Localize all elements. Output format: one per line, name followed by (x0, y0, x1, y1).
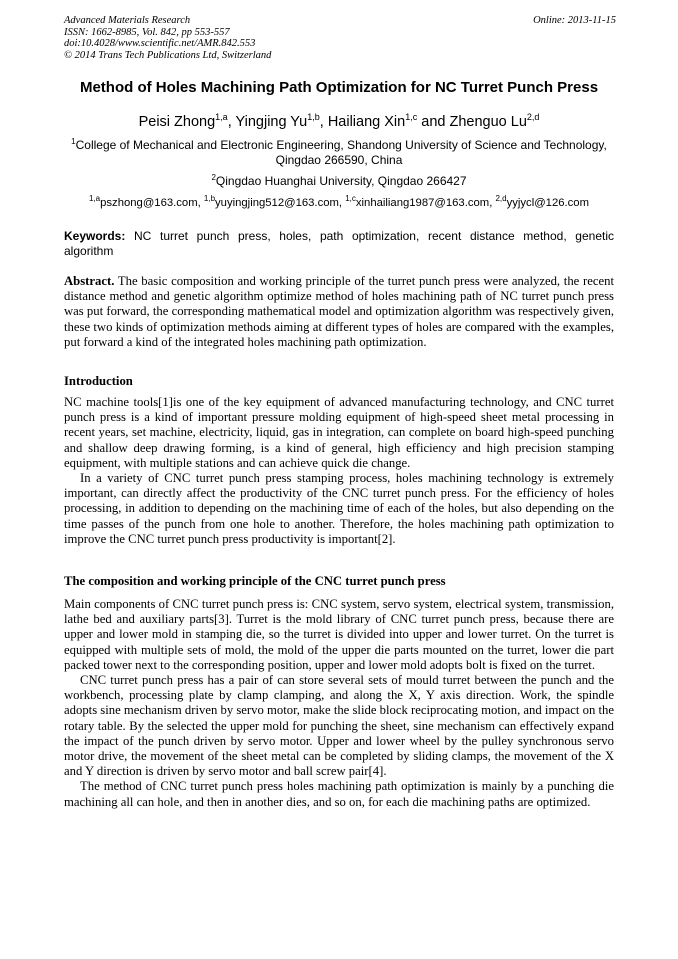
abstract (64, 274, 614, 350)
paragraph: NC machine tools[1]is one of the key equipment of advanced manufacturing technology, and CNC turret punch press is a kind of important pressure molding equipment of high-speed sheet metal processing in recent years, set machine, electricity, liquid, gas in integration, can complete on board high-speed punching and shallow deep drawing forming, is a kind of general, high efficiency and high precision stamping equipment, with multiple stations and can achieve quick die change. (64, 395, 614, 470)
author-separator: , (319, 114, 328, 130)
author-name: Hailiang Xin (327, 114, 406, 130)
author-name: Peisi Zhong (138, 114, 216, 130)
copyright-line: © 2014 Trans Tech Publications Ltd, Switzerland (64, 49, 272, 61)
journal-header (64, 15, 616, 61)
email-address: xinhailiang1987@163.com (355, 197, 490, 209)
section-composition (64, 597, 614, 810)
abstract-text: The basic composition and working principle of the turret punch press were analyzed, the recent distance method and genetic algorithm optimize method of holes machining path of NC turret punch press was put forward, the corresponding mathematical model and optimization algorithm was respectively given, these two kinds of optimization methods aiming at different types of holes are compared with the examples, put forward a kind of the integrated holes machining path optimization. (64, 274, 614, 349)
email-address: pszhong@163.com (100, 197, 198, 209)
keywords (64, 229, 614, 259)
affiliation-sup: 2 (211, 173, 216, 182)
author-sup: 1,c (405, 112, 418, 122)
section-heading-composition: The composition and working principle of the CNC turret punch press (64, 574, 446, 588)
paragraph: CNC turret punch press has a pair of can store several sets of mould turret between the punch and the workbench, processing plate by clamp clamping, and along the X, Y axis direction. Work, the spindle adopts sine mechanism driven by servo motor, make the slide block reciprocating motion, and impact on the rotary table. By the selected the upper mold for punching the sheet, sine mechanism can effectively expand the impact of the punch driven by servo motor. Upper and lower wheel by the pulley synchronous servo motor drive, the movement of the sheet metal can be completed by sliding clamps, the movement of the X and Y direction is driven by servo motor and ball screw pair[4]. (64, 673, 614, 779)
affiliation-text: Qingdao Huanghai University, Qingdao 266427 (215, 174, 467, 188)
author-name: Zhenguo Lu (449, 114, 527, 130)
author-and: and (417, 114, 450, 130)
email-list: $^{1,a}$pszhong@163.com, $^{1,b}$yuyingjing512@163.com, $^{1,c}$xinhailiang1987@163.com, $^{2,d}$yyjycl@126.com (88, 194, 590, 209)
email-sup: 1,b (203, 194, 216, 203)
author-sup: 2,d (526, 112, 540, 122)
paragraph: Main components of CNC turret punch press is: CNC system, servo system, electrical system, transmission, lathe bed and auxiliary parts[3]. Turret is the mold library of CNC turret punch press, because there are upper and lower mold in stamping die, so the turret is divided into upper and lower turret. On the turret is equipped with multiple sets of mold, the mold of the upper die parts mounted on the turret, lower die part packed tower next to the corresponding position, upper and lower mold adopts bolt is fixed on the turret. (64, 597, 614, 672)
journal-name: Advanced Materials Research (64, 15, 191, 26)
author-sup: 1,b (307, 112, 320, 122)
affiliation-1 (64, 138, 614, 168)
section-introduction (64, 395, 614, 547)
abstract-label: Abstract. (64, 274, 115, 288)
section-heading-introduction: Introduction (64, 374, 133, 388)
paragraph: In a variety of CNC turret punch press stamping process, holes machining technology is extremely important, can directly affect the productivity of the CNC turret punch press. For the efficiency of holes processing, in addition to depending on the machining time of each of the holes, but also depending on the time passes of the punch from one hole to another. Therefore, the holes machining path optimization to improve the CNC turret punch press productivity is important[2]. (64, 471, 614, 546)
affiliation-text: College of Mechanical and Electronic Engineering, Shandong University of Science and Technology, Qingdao 266590, China (75, 138, 607, 167)
author-list (40, 113, 638, 131)
affiliation-2 (64, 174, 614, 189)
email-sup: 1,a (88, 194, 101, 203)
author-separator: , (227, 114, 236, 130)
affiliation-sup: 1 (71, 137, 76, 146)
issn-line: ISSN: 1662-8985, Vol. 842, pp 553-557 (64, 26, 230, 38)
email-sup: 1,c (345, 194, 356, 203)
email-sup: 2,d (495, 194, 507, 203)
keywords-text: NC turret punch press, holes, path optimization, recent distance method, genetic algorithm (64, 229, 614, 258)
email-address: yuyingjing512@163.com (215, 197, 339, 209)
email-address: yyjycl@126.com (506, 197, 590, 209)
author-sup: 1,a (215, 112, 228, 122)
online-date: Online: 2013-11-15 (533, 15, 616, 26)
author-name: Yingjing Yu (235, 114, 308, 130)
doi-line: doi:10.4028/www.scientific.net/AMR.842.553 (64, 38, 256, 49)
paper-title: Method of Holes Machining Path Optimization for NC Turret Punch Press (79, 79, 599, 96)
paragraph: The method of CNC turret punch press holes machining path optimization is mainly by a punching die machining all can hole, and then in another dies, and so on, for each die machining paths are optimized. (64, 779, 614, 809)
keywords-label: Keywords: (64, 229, 126, 243)
